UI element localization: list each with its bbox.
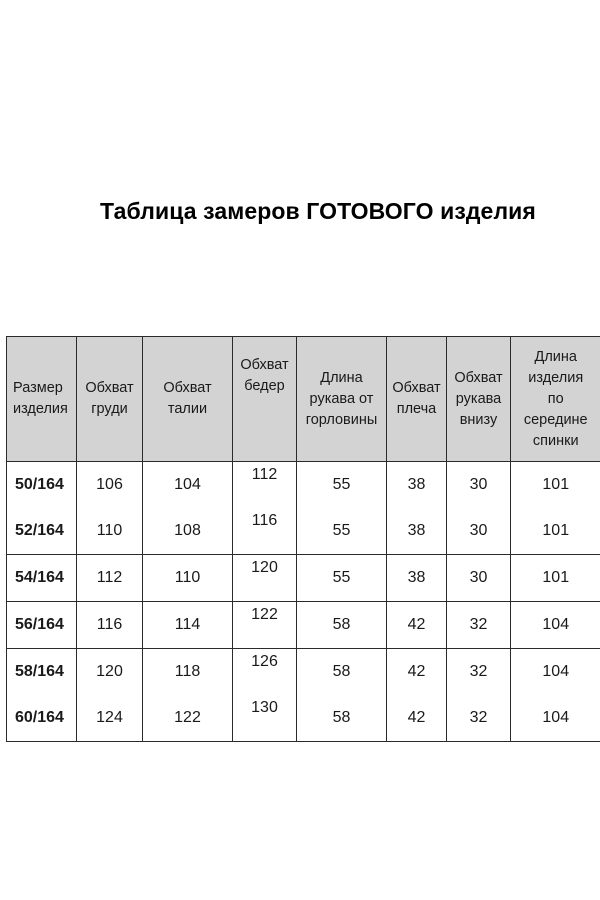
cell-size: 54/164 [7, 555, 77, 602]
header-sleeve-bottom: Обхват рукава внизу [447, 337, 511, 462]
table-row [7, 462, 600, 509]
page-title: Таблица замеров ГОТОВОГО изделия [100, 198, 536, 224]
cell-sleeve-length: 58 [297, 695, 387, 742]
cell-chest: 124 [77, 695, 143, 742]
cell-chest: 110 [77, 508, 143, 555]
cell-sleeve-bottom: 32 [447, 695, 511, 742]
cell-waist: 118 [143, 649, 233, 696]
cell-size: 56/164 [7, 602, 77, 649]
size-table-container [6, 336, 600, 742]
cell-waist: 110 [143, 555, 233, 602]
cell-hips [233, 695, 297, 742]
cell-sleeve-length: 58 [297, 602, 387, 649]
header-waist: Обхват талии [143, 337, 233, 462]
cell-chest: 116 [77, 602, 143, 649]
cell-waist: 122 [143, 695, 233, 742]
cell-back-length: 101 [511, 462, 600, 509]
table-header-row [7, 337, 600, 462]
cell-hips-value: 116 [251, 512, 278, 529]
cell-waist: 108 [143, 508, 233, 555]
cell-shoulder: 42 [387, 649, 447, 696]
header-sleeve-length: Длина рукава от горловины [297, 337, 387, 462]
table-row [7, 555, 600, 602]
cell-hips-value: 130 [251, 699, 278, 716]
header-shoulder: Обхват плеча [387, 337, 447, 462]
header-chest: Обхват груди [77, 337, 143, 462]
cell-sleeve-length: 58 [297, 649, 387, 696]
cell-chest: 112 [77, 555, 143, 602]
cell-size: 60/164 [7, 695, 77, 742]
cell-shoulder: 42 [387, 602, 447, 649]
cell-shoulder: 38 [387, 508, 447, 555]
cell-back-length: 101 [511, 508, 600, 555]
cell-shoulder: 42 [387, 695, 447, 742]
cell-hips-value: 126 [251, 653, 278, 670]
header-size: Размер изделия [7, 337, 77, 462]
cell-hips-value: 112 [251, 466, 278, 483]
cell-sleeve-bottom: 30 [447, 462, 511, 509]
cell-sleeve-bottom: 32 [447, 602, 511, 649]
table-row [7, 508, 600, 555]
cell-waist: 104 [143, 462, 233, 509]
table-row [7, 602, 600, 649]
cell-sleeve-bottom: 32 [447, 649, 511, 696]
cell-hips [233, 508, 297, 555]
table-row [7, 649, 600, 696]
cell-back-length: 104 [511, 649, 600, 696]
cell-hips-value: 122 [251, 606, 278, 623]
header-back-length: Длина изделия по середине спинки [511, 337, 600, 462]
cell-shoulder: 38 [387, 555, 447, 602]
cell-size: 58/164 [7, 649, 77, 696]
cell-hips [233, 602, 297, 649]
cell-hips [233, 555, 297, 602]
header-hips: Обхват бедер [233, 337, 297, 462]
cell-hips [233, 462, 297, 509]
cell-sleeve-bottom: 30 [447, 508, 511, 555]
cell-sleeve-length: 55 [297, 508, 387, 555]
cell-size: 52/164 [7, 508, 77, 555]
size-table [6, 336, 600, 742]
cell-chest: 106 [77, 462, 143, 509]
cell-back-length: 104 [511, 695, 600, 742]
cell-back-length: 104 [511, 602, 600, 649]
cell-sleeve-length: 55 [297, 555, 387, 602]
cell-back-length: 101 [511, 555, 600, 602]
cell-waist: 114 [143, 602, 233, 649]
cell-hips-value: 120 [251, 559, 278, 576]
cell-sleeve-length: 55 [297, 462, 387, 509]
table-row [7, 695, 600, 742]
cell-sleeve-bottom: 30 [447, 555, 511, 602]
cell-shoulder: 38 [387, 462, 447, 509]
cell-size: 50/164 [7, 462, 77, 509]
cell-chest: 120 [77, 649, 143, 696]
cell-hips [233, 649, 297, 696]
